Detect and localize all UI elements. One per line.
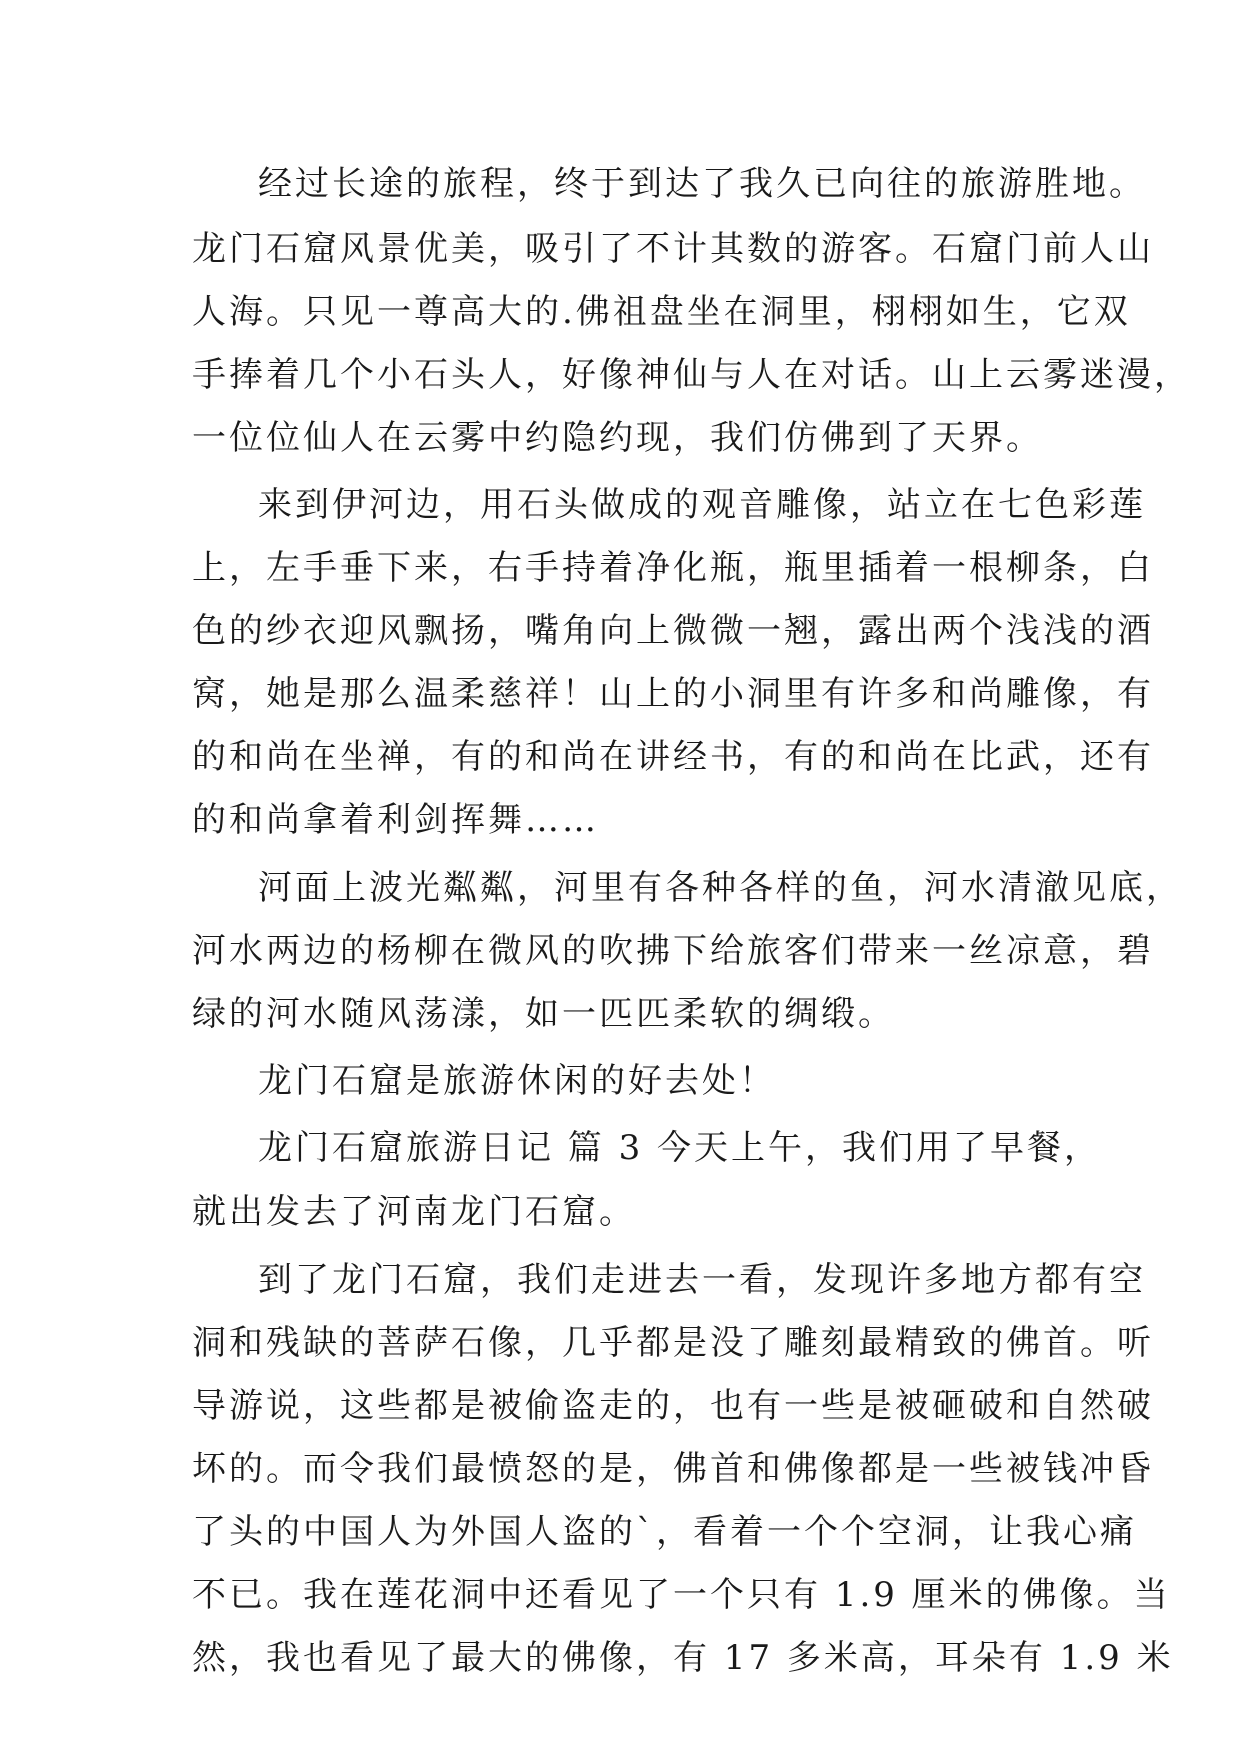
paragraph-1-line-2: 龙门石窟风景优美，吸引了不计其数的游客。石窟门前人山 bbox=[192, 229, 1154, 269]
paragraph-3-line-2: 河水两边的杨柳在微风的吹拂下给旅客们带来一丝凉意，碧 bbox=[192, 931, 1154, 971]
paragraph-6-line-6: 不已。我在莲花洞中还看见了一个只有 1.9 厘米的佛像。当 bbox=[192, 1575, 1171, 1615]
paragraph-6-line-2: 洞和残缺的菩萨石像，几乎都是没了雕刻最精致的佛首。听 bbox=[192, 1323, 1154, 1363]
paragraph-2-line-6: 的和尚拿着利剑挥舞…… bbox=[192, 800, 599, 840]
paragraph-3-line-3: 绿的河水随风荡漾，如一匹匹柔软的绸缎。 bbox=[192, 994, 895, 1034]
paragraph-6-line-5: 了头的中国人为外国人盗的`，看着一个个空洞，让我心痛 bbox=[192, 1512, 1137, 1552]
paragraph-1-line-4: 手捧着几个小石头人，好像神仙与人在对话。山上云雾迷漫， bbox=[192, 355, 1191, 395]
paragraph-3-line-1: 河面上波光粼粼，河里有各种各样的鱼，河水清澈见底， bbox=[258, 868, 1183, 908]
paragraph-1-line-3: 人海。只见一尊高大的.佛祖盘坐在洞里，栩栩如生，它双 bbox=[192, 292, 1131, 332]
paragraph-4-line-1: 龙门石窟是旅游休闲的好去处！ bbox=[258, 1061, 776, 1101]
paragraph-2-line-4: 窝，她是那么温柔慈祥！山上的小洞里有许多和尚雕像，有 bbox=[192, 674, 1154, 714]
paragraph-6-line-4: 坏的。而令我们最愤怒的是，佛首和佛像都是一些被钱冲昏 bbox=[192, 1449, 1154, 1489]
paragraph-6-line-7: 然，我也看见了最大的佛像，有 17 多米高，耳朵有 1.9 米 bbox=[192, 1638, 1174, 1678]
paragraph-5-line-1: 龙门石窟旅游日记 篇 3 今天上午，我们用了早餐， bbox=[258, 1128, 1102, 1168]
paragraph-2-line-2: 上，左手垂下来，右手持着净化瓶，瓶里插着一根柳条，白 bbox=[192, 548, 1154, 588]
paragraph-2-line-5: 的和尚在坐禅，有的和尚在讲经书，有的和尚在比武，还有 bbox=[192, 737, 1154, 777]
paragraph-2-line-1: 来到伊河边，用石头做成的观音雕像，站立在七色彩莲 bbox=[258, 485, 1146, 525]
paragraph-6-line-3: 导游说，这些都是被偷盗走的，也有一些是被砸破和自然破 bbox=[192, 1386, 1154, 1426]
paragraph-2-line-3: 色的纱衣迎风飘扬，嘴角向上微微一翘，露出两个浅浅的酒 bbox=[192, 611, 1154, 651]
paragraph-6-line-1: 到了龙门石窟，我们走进去一看，发现许多地方都有空 bbox=[258, 1260, 1146, 1300]
paragraph-1-line-1: 经过长途的旅程，终于到达了我久已向往的旅游胜地。 bbox=[258, 164, 1146, 204]
paragraph-5-line-2: 就出发去了河南龙门石窟。 bbox=[192, 1192, 636, 1232]
paragraph-1-line-5: 一位位仙人在云雾中约隐约现，我们仿佛到了天界。 bbox=[192, 418, 1043, 458]
